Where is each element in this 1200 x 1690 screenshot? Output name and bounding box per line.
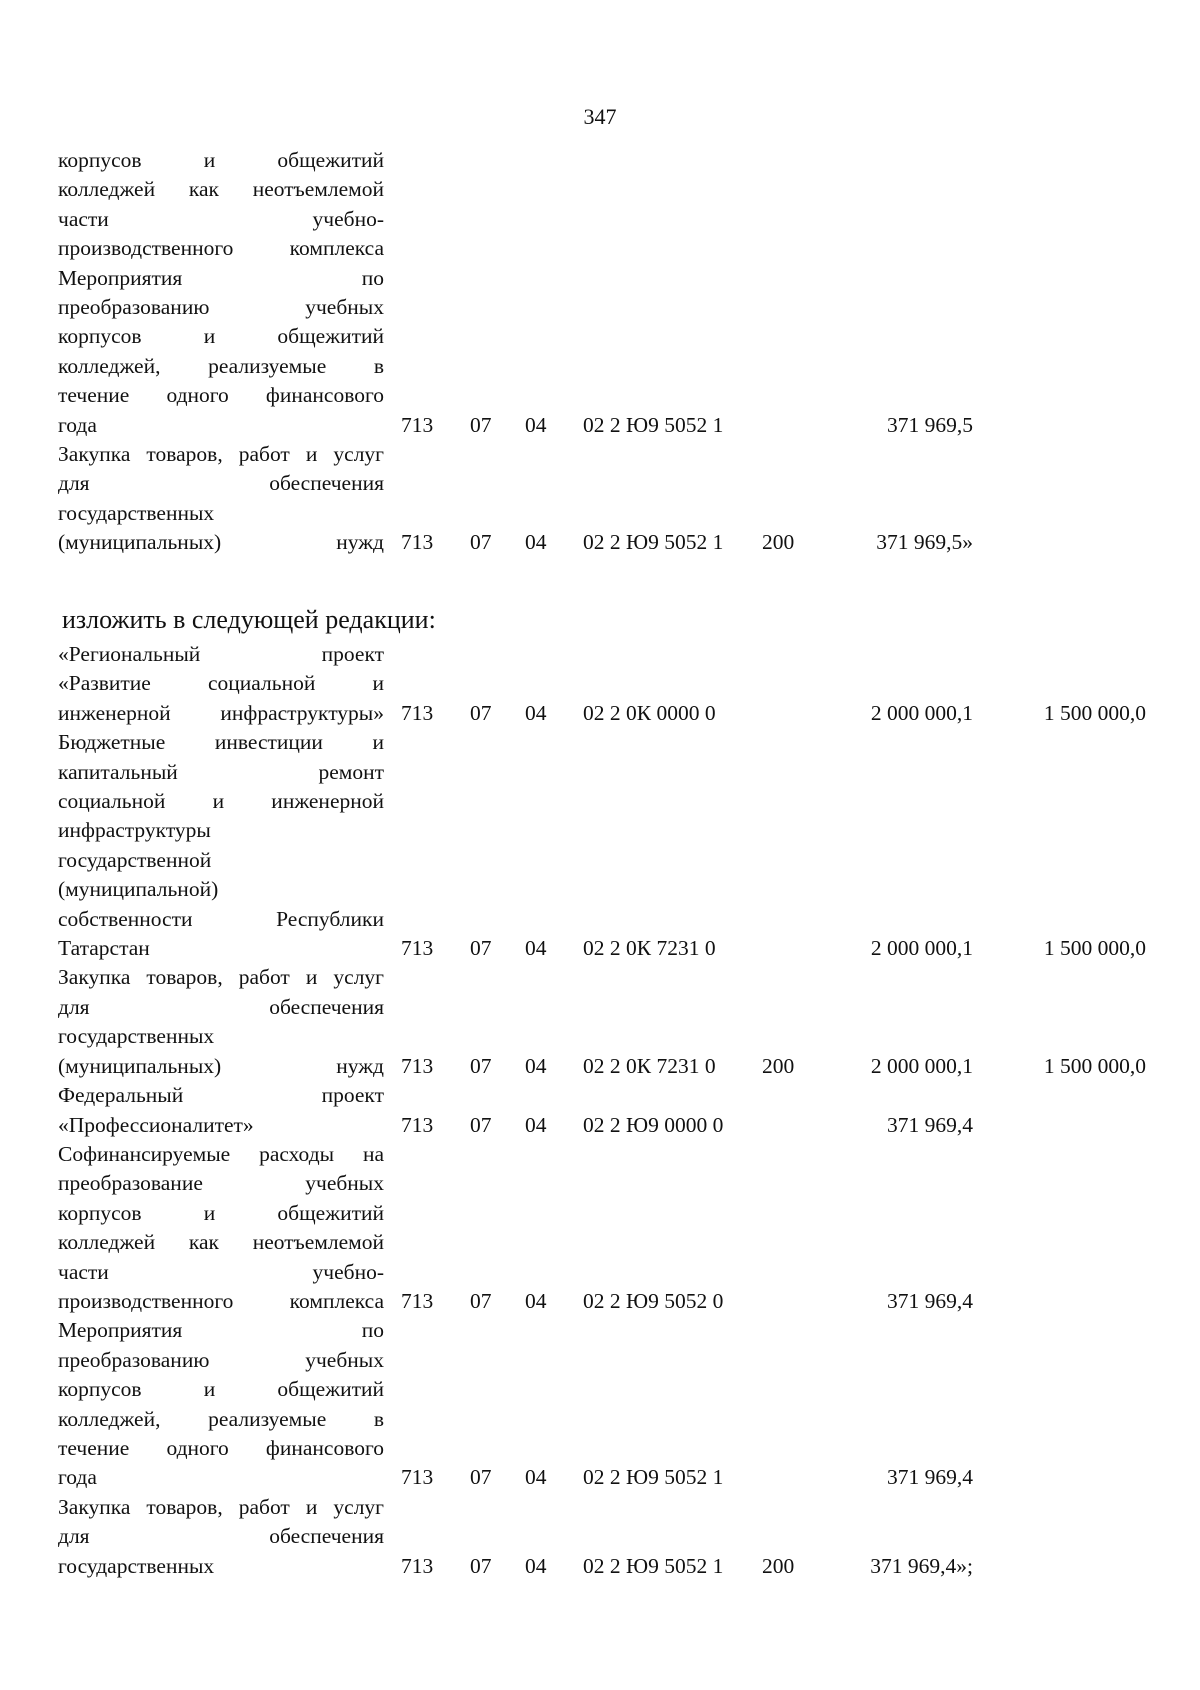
target-article-code: 02 2 Ю9 5052 1	[583, 530, 724, 555]
ministry-code: 713	[401, 1288, 434, 1313]
target-article-code: 02 2 Ю9 0000 0	[583, 1112, 724, 1137]
amount-year-2: 1 500 000,0	[1043, 1053, 1146, 1078]
description-line: государственных	[58, 500, 215, 525]
description-line: преобразование учебных	[58, 1171, 384, 1196]
description-line: для обеспечения	[58, 1524, 384, 1549]
description-line: колледжей как неотъемлемой	[58, 1230, 384, 1255]
table-row	[0, 1081, 1200, 1140]
description-line: колледжей как неотъемлемой	[58, 177, 384, 202]
table-row	[0, 640, 1200, 728]
row-description	[58, 1081, 384, 1140]
description-line: (муниципальных) нужд	[58, 1053, 384, 1078]
subsection-code: 04	[525, 1053, 547, 1078]
amount-year-1: 2 000 000,1	[870, 936, 973, 961]
description-line: «Профессионалитет»	[58, 1112, 254, 1137]
table-row	[0, 1316, 1200, 1492]
description-line: течение одного финансового	[58, 383, 384, 408]
expense-type-code: 200	[762, 1053, 795, 1078]
description-line: (муниципальных) нужд	[58, 530, 384, 555]
description-line: государственных	[58, 1553, 215, 1578]
description-line: инфраструктуры	[58, 818, 211, 843]
description-line: производственного комплекса	[58, 1288, 384, 1313]
description-line: части учебно-	[58, 1259, 384, 1284]
target-article-code: 02 2 0К 0000 0	[583, 700, 716, 725]
description-line: колледжей, реализуемые в	[58, 1406, 384, 1431]
ministry-code: 713	[401, 1465, 434, 1490]
subsection-code: 04	[525, 1112, 547, 1137]
description-line: преобразованию учебных	[58, 1347, 384, 1372]
description-line: государственной	[58, 847, 212, 872]
subsection-code: 04	[525, 700, 547, 725]
row-description	[58, 1316, 384, 1492]
subsection-code: 04	[525, 1288, 547, 1313]
ministry-code: 713	[401, 700, 434, 725]
table-row	[0, 963, 1200, 1081]
table-row	[0, 264, 1200, 440]
section-code: 07	[470, 700, 492, 725]
amount-year-1: 371 969,4	[887, 1465, 973, 1490]
row-description	[58, 264, 384, 440]
subsection-code: 04	[525, 1465, 547, 1490]
description-line: преобразованию учебных	[58, 295, 384, 320]
page-number: 347	[583, 104, 617, 129]
description-line: Закупка товаров, работ и услуг	[58, 442, 384, 467]
ministry-code: 713	[401, 936, 434, 961]
description-line: течение одного финансового	[58, 1435, 384, 1460]
description-line: года	[58, 412, 97, 437]
ministry-code: 713	[401, 412, 434, 437]
description-line: (муниципальной)	[58, 877, 219, 902]
row-description	[58, 1140, 384, 1316]
table-row	[0, 728, 1200, 963]
amount-year-1: 371 969,4»;	[870, 1553, 973, 1578]
description-line: производственного комплекса	[58, 236, 384, 261]
subsection-code: 04	[525, 936, 547, 961]
description-line: для обеспечения	[58, 471, 384, 496]
amount-year-1: 371 969,5»	[876, 530, 973, 555]
amendment-instruction: изложить в следующей редакции:	[62, 605, 436, 634]
description-line: социальной и инженерной	[58, 789, 384, 814]
target-article-code: 02 2 0К 7231 0	[583, 1053, 716, 1078]
section-code: 07	[470, 1053, 492, 1078]
description-line: «Развитие социальной и	[58, 671, 384, 696]
description-line: капитальный ремонт	[58, 759, 384, 784]
amount-year-1: 2 000 000,1	[870, 1053, 973, 1078]
budget-table-new	[0, 640, 1200, 1581]
description-line: корпусов и общежитий	[58, 1200, 384, 1225]
budget-table-old	[0, 146, 1200, 558]
description-line: государственных	[58, 1024, 215, 1049]
target-article-code: 02 2 Ю9 5052 1	[583, 1553, 724, 1578]
section-code: 07	[470, 936, 492, 961]
description-line: собственности Республики	[58, 906, 384, 931]
description-line: Софинансируемые расходы на	[58, 1141, 384, 1166]
amount-year-1: 2 000 000,1	[870, 700, 973, 725]
amount-year-2: 1 500 000,0	[1043, 700, 1146, 725]
description-line: «Региональный проект	[58, 642, 384, 666]
section-code: 07	[470, 1553, 492, 1578]
section-code: 07	[470, 1465, 492, 1490]
table-row	[0, 440, 1200, 558]
description-line: для обеспечения	[58, 994, 384, 1019]
row-description	[58, 728, 384, 963]
expense-type-code: 200	[762, 530, 795, 555]
target-article-code: 02 2 Ю9 5052 1	[583, 412, 724, 437]
description-line: Федеральный проект	[58, 1083, 384, 1108]
description-line: Мероприятия по	[58, 265, 384, 290]
target-article-code: 02 2 Ю9 5052 0	[583, 1288, 724, 1313]
amount-year-1: 371 969,4	[887, 1288, 973, 1313]
description-line: Бюджетные инвестиции и	[58, 730, 384, 755]
description-line: Закупка товаров, работ и услуг	[58, 1494, 384, 1519]
section-code: 07	[470, 412, 492, 437]
row-description	[58, 640, 384, 728]
subsection-code: 04	[525, 530, 547, 555]
row-description	[58, 146, 384, 264]
ministry-code: 713	[401, 1112, 434, 1137]
description-line: инженерной инфраструктуры»	[58, 700, 384, 725]
section-code: 07	[470, 1112, 492, 1137]
table-row	[0, 146, 1200, 264]
amount-year-2: 1 500 000,0	[1043, 936, 1146, 961]
amount-year-1: 371 969,4	[887, 1112, 973, 1137]
description-line: корпусов и общежитий	[58, 148, 384, 172]
target-article-code: 02 2 Ю9 5052 1	[583, 1465, 724, 1490]
row-description	[58, 440, 384, 558]
row-description	[58, 1493, 384, 1581]
description-line: Татарстан	[58, 936, 150, 961]
target-article-code: 02 2 0К 7231 0	[583, 936, 716, 961]
description-line: корпусов и общежитий	[58, 324, 384, 349]
description-line: Мероприятия по	[58, 1318, 384, 1343]
ministry-code: 713	[401, 1053, 434, 1078]
description-line: корпусов и общежитий	[58, 1377, 384, 1402]
table-row	[0, 1493, 1200, 1581]
section-code: 07	[470, 530, 492, 555]
subsection-code: 04	[525, 1553, 547, 1578]
section-code: 07	[470, 1288, 492, 1313]
description-line: года	[58, 1465, 97, 1490]
description-line: Закупка товаров, работ и услуг	[58, 965, 384, 990]
table-row	[0, 1140, 1200, 1316]
row-description	[58, 963, 384, 1081]
description-line: колледжей, реализуемые в	[58, 353, 384, 378]
ministry-code: 713	[401, 530, 434, 555]
ministry-code: 713	[401, 1553, 434, 1578]
amount-year-1: 371 969,5	[887, 412, 973, 437]
expense-type-code: 200	[762, 1553, 795, 1578]
subsection-code: 04	[525, 412, 547, 437]
description-line: части учебно-	[58, 206, 384, 231]
